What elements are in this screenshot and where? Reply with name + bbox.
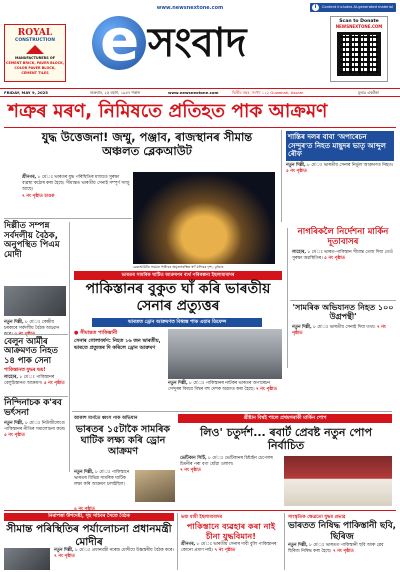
left2-subhead: পাকিস্তানত যুদ্ধৰ ভয়! (4, 368, 46, 374)
left3-headline: নিন্দিনাচক ক'ৰব ভৰ্ৎসনা (4, 398, 62, 418)
bottom-left-story (4, 513, 174, 548)
divider (284, 513, 285, 570)
bottom-mid-place: শ্ৰীনগৰ, (181, 542, 196, 547)
ad-box (4, 24, 66, 82)
center3-place: নতুন দিল্লী, (74, 470, 94, 475)
left2-headline: বেলুন আৰ্মীৰ আক্ৰমণত নিহত ১৪ পাক সেনা (4, 336, 58, 365)
bottom-left-more[interactable]: ৭ নং পৃষ্ঠাত (54, 554, 75, 560)
pope-photo (284, 456, 392, 506)
bottom-right-text: ৮ মে'ঃ ভাৰতত পাকিস্তানী ছবি আৰু ৱেব ছিৰিজ নিষিদ্ধ কৰা হৈছে। (288, 543, 384, 555)
right1-story (286, 131, 394, 175)
left1-headline: দিল্লীত সম্পন্ন সৰ্বদলীয় বৈঠক, অনুপস্থিত পিএম মোদী (4, 221, 60, 260)
center2-more[interactable]: ৭ নং পৃষ্ঠাত (255, 387, 277, 393)
left1-place: নতুন দিল্লী, (4, 320, 24, 325)
bottom-right-body (288, 543, 396, 555)
center3-story (74, 414, 172, 457)
donate-site: NEWSNEXTONE.COM (335, 24, 383, 29)
center1-subbar: ভাৰতত ড্ৰোন আক্ৰমণত বিধ্বস্ত পাক এয়াৰ ডিফেন্স (92, 318, 262, 327)
left3-body (4, 421, 68, 440)
pope-body (180, 456, 280, 475)
center2-story (74, 330, 166, 351)
bottom-left-body (54, 548, 174, 560)
right2-more[interactable]: ৫ নং পৃষ্ঠাত (324, 256, 345, 262)
bottom-right-story (288, 513, 396, 555)
lead-headline: যুদ্ধ উত্তেজনা! জম্মু, পঞ্জাব, ৰাজস্থানৰ সীমান্ত অঞ্চলত ব্লেকআউট (41, 130, 253, 158)
bottom-mid-headline: পাকিস্তানে ব্যৱহাৰ কৰা নাই চীনা যুদ্ধবিমান! (186, 521, 276, 541)
right1-kicker: শান্তিৰ দলৰ বাবা 'অপাৰেচন সেন্দুৰ'ত নিহত মাছুদৰ ভাতৃ আব্দুল ৰৌফ (286, 131, 394, 161)
bottom-left-kicker: নিৰাপত্তা উপদেষ্টা, গৃহ সচিবৰ সৈতে বৈঠক (4, 513, 174, 521)
date-en: FRIDAY, MAY 9, 2025 (4, 90, 48, 95)
ad-brand: ROYAL (17, 28, 53, 38)
pope-headline: লিও' চতুৰ্দশ... ৰবাৰ্ট প্ৰেবষ্ট নতুন পোপ নিৰ্বাচিত (200, 426, 372, 452)
logo-e: e (100, 6, 140, 74)
divider (4, 510, 396, 511)
right3-body (292, 325, 394, 337)
modi-photo (4, 286, 66, 316)
center3-headline: ভাৰতৰ ১৫টাকৈ সামৰিক ঘাটিক লক্ষ্য কৰি ড্ৰোন আক্ৰমণ (75, 424, 171, 457)
right2-place: লাহোৰ, (292, 250, 307, 256)
golden-temple-photo (133, 172, 275, 264)
divider (4, 396, 68, 397)
left1-story (4, 221, 68, 332)
ad-line4: CEMENT TILES (21, 71, 49, 75)
masthead (0, 0, 400, 88)
center3-body (74, 470, 134, 489)
right3-text: ৮ মে'ঃ ভাৰতীয় সেনাই দিয়া তথ্য। (313, 324, 376, 330)
divider (281, 130, 282, 222)
left2-body (4, 375, 68, 387)
donate-title: Scan to Donate (339, 19, 379, 24)
pope-kicker: খ্ৰীষ্টান বিশ্বই পালে প্ৰথমগৰাকী মাৰ্কিন পোপ (178, 414, 392, 423)
divider (69, 222, 70, 472)
divider (72, 411, 392, 412)
bottom-mid-more[interactable]: ৭ নং পৃষ্ঠাত (214, 548, 236, 554)
bottom-mid-kicker: ভয়া ধামী ইছলামাবাদৰ (181, 515, 223, 520)
divider (177, 513, 178, 570)
right3-headline: 'সামৰিক অভিযানত নিহত ১০০ উগ্ৰপন্থী' (292, 303, 394, 321)
qr-code-icon (337, 32, 381, 76)
center2-text: ৮ মে'ঃ পাকিস্তানৰ নাটকৰ ভাৰতৰ অপাৰেচন সেন্দুৰৰ বিষয়ে বিশ্বৰ বহু দেশক অৱগত কৰা হৈছে। (168, 381, 270, 393)
lead-place: শ্ৰীনগৰ, (22, 175, 37, 180)
bottom-right-more[interactable]: ৭ নং পৃষ্ঠাত (332, 549, 354, 555)
bottom-left-text: ৮ মে'ঃ প্ৰধানমন্ত্ৰী নৰেন্দ্ৰ মোদীয়ে উচ্চস্তৰীয় বৈঠক কৰে। (75, 548, 174, 553)
right3-story (292, 304, 394, 337)
right3-place: নতুন দিল্লী, (292, 324, 312, 330)
dateline-pages: মূল্যঃ একটকা (358, 90, 379, 95)
bottom-mid-story (181, 513, 281, 554)
bottom-mid-text: ৮ মে'ঃ ভাৰতীয় সেনাৰ দাবী বুলি পাকিস্তানৰ কোনো প্ৰমাণ নাই। (181, 542, 277, 554)
center3-text: ৮ মে'ঃ পাকিস্তানে ভাৰতৰ বিভিন্ন সামৰিক ঘাটিক লক্ষ্য কৰি আক্ৰমণ চলাইছিল। (74, 470, 130, 488)
left2-text: ৮ মে'ঃ পাকিস্তানৰ বেলুচিস্তানত আক্ৰমণ। (4, 375, 55, 387)
lead-more[interactable]: ৭ নং পৃষ্ঠাত চাওক (22, 193, 55, 199)
divider (287, 228, 288, 368)
left3-story (4, 399, 68, 439)
ad-logo-icon (26, 45, 44, 54)
bottom-right-kicker: সাংস্কৃতিক ক্ষেত্ৰতো যুদ্ধৰ প্ৰভাৱ (288, 515, 346, 520)
ai-badge (310, 3, 396, 12)
right1-more[interactable]: ৫ নং পৃষ্ঠাত (286, 168, 307, 174)
pope-text: ৮ মে'ঃ ভেটিকানৰ চিষ্টাইন চেপেলৰ চিমনীৰ পৰা বগা ধোঁৱা ওলাল। (180, 456, 273, 468)
drone-photo (135, 470, 175, 502)
bottom-right-headline: ভাৰতত নিষিদ্ধ পাকিস্তানী ছবি, ছিৰিজ (288, 521, 396, 542)
left1-text: ৮ মে'ঃ কেন্দ্ৰীয় চৰকাৰে সৰ্বদলীয় বৈঠক আহ্বান (4, 320, 60, 332)
center2-kicker: ● সীমান্তত পাকিস্তানী (74, 330, 118, 336)
ad-line2: CEMENT BRICK, PAVER BLOCK, (5, 61, 65, 65)
ai-badge-text: Content includes AI-generated material (322, 5, 393, 9)
right3-more[interactable]: ৭ নং পৃষ্ঠাত (292, 324, 386, 337)
ad-line3: COLOR PAVER BLOCK, (14, 66, 56, 70)
lead-text: ৮ মে'ঃ ভাৰতৰ যুদ্ধ পৰিস্থিতিৰ মাজতে সুৰক্ষা ব্যৱস্থা কঠোৰ কৰা হৈছে। সীমান্তত ভাৰতীয় সেনাই সম্পূৰ্ণ সাজু আছে। (22, 175, 130, 193)
right1-body (286, 163, 394, 175)
divider (290, 300, 396, 301)
donate-box[interactable] (330, 16, 388, 82)
right2-headline: নাগৰিকলৈ নিৰ্দেশনা মাৰ্কিন দূতাবাসৰ (297, 227, 389, 247)
right2-story (292, 228, 394, 262)
website-top[interactable]: www.newsnextone.com (156, 5, 224, 11)
right1-place: নতুন দিল্লী, (286, 162, 306, 168)
right2-body (292, 250, 394, 262)
left2-place: লাহোৰ, (4, 375, 19, 381)
dateline-bar (0, 88, 400, 97)
bottom-right-place: নতুন দিল্লী, (288, 543, 308, 548)
left3-more[interactable]: ৫ নং পৃষ্ঠাত (4, 433, 25, 439)
divider (4, 334, 68, 335)
left3-place: নতুন দিল্লী, (4, 420, 24, 426)
center2-body (168, 381, 282, 393)
left2-more[interactable]: ৫ নং পৃষ্ঠাত (43, 381, 65, 387)
ad-brand-sub: CONSTRUCTION (15, 38, 55, 43)
bottom-left-place: নতুন দিল্লী, (54, 548, 74, 553)
pope-more[interactable]: ৭ নং পৃষ্ঠাত (180, 468, 201, 474)
logo-text: সংবাদ (148, 20, 247, 66)
bottom-mid-body (181, 542, 281, 554)
smoke-photo (168, 329, 282, 379)
date-as: শুক্ৰবাৰ, ২৫ বহাগ, ১৯৪৭ শকাব্দ (90, 90, 141, 95)
lead-body (22, 175, 130, 200)
pm-meeting-photo (4, 548, 50, 570)
dateline-note: দ্বিতীয় বছৰ, সংখ্যা ১২২ Guwahati, Assam (232, 90, 304, 95)
center2-place: নতুন দিল্লী, (168, 381, 188, 386)
left2-story (4, 337, 68, 388)
divider (4, 127, 396, 128)
center1-kicker: ভাৰতৰ সামৰিক ঘাটিত আক্ৰমণৰ ব্যৰ্থ পৰিকল্পনা ইছলামাবাদৰ (74, 271, 282, 280)
center2-summary: সেনাৰ গোলাবৰ্ষণ: নিহত ১৬ জন ভাৰতীয়, ভাৰতে প্ৰত্যুত্তৰ দি কৰিলে ড্ৰোন আক্ৰমণ (74, 338, 161, 351)
dateline-site[interactable]: www.newsnextone.com (168, 90, 219, 95)
bottom-left-headline: সীমান্ত পৰিস্থিতিৰ পৰ্যালোচনা প্ৰধানমন্ত্ৰী মোদীৰ (6, 523, 172, 548)
center1-headline: পাকিস্তানৰ বুকুত ঘাঁ কৰি ভাৰতীয় সেনাৰ প্ৰত্যুত্তৰ (85, 281, 271, 314)
left3-text: ৮ মে'ঃ নিউজীলেণ্ডে পাকিস্তানৰ নীতিৰ সমালোচনা কৰে। (4, 420, 66, 432)
lead-photo-caption: ব্লেকআউটৰ সময়ত পঞ্জাবৰ অমৃতসৰস্থিত স্বৰ্ণ মন্দিৰৰ দৃশ্য, বুধবাৰ (133, 265, 224, 269)
right1-text: ৮ মে'ঃ ভাৰতীয় সেনাৰ নিৰ্ভুল আক্ৰমণত নিহত। (307, 162, 394, 168)
banner-headline: শত্ৰুৰ মৰণ, নিমিষতে প্ৰতিহত পাক আক্ৰমণ (8, 101, 328, 122)
right2-text: ৮ মে'ঃ ভাৰত-পাকিস্তান সীমান্ত তেজ দিয়া তেওঁ সুৰক্ষা অৱস্থিতিৰ। (292, 250, 393, 262)
center3-kicker: আকাশ মাৰ্গতে ধ্বংস পাক অভিযান (74, 416, 138, 421)
ad-line1: MANUFACTURERS OF (14, 56, 56, 60)
info-icon: i (312, 4, 319, 11)
pope-place: ভেটিকান সিটি, (180, 456, 207, 461)
divider (4, 218, 132, 219)
